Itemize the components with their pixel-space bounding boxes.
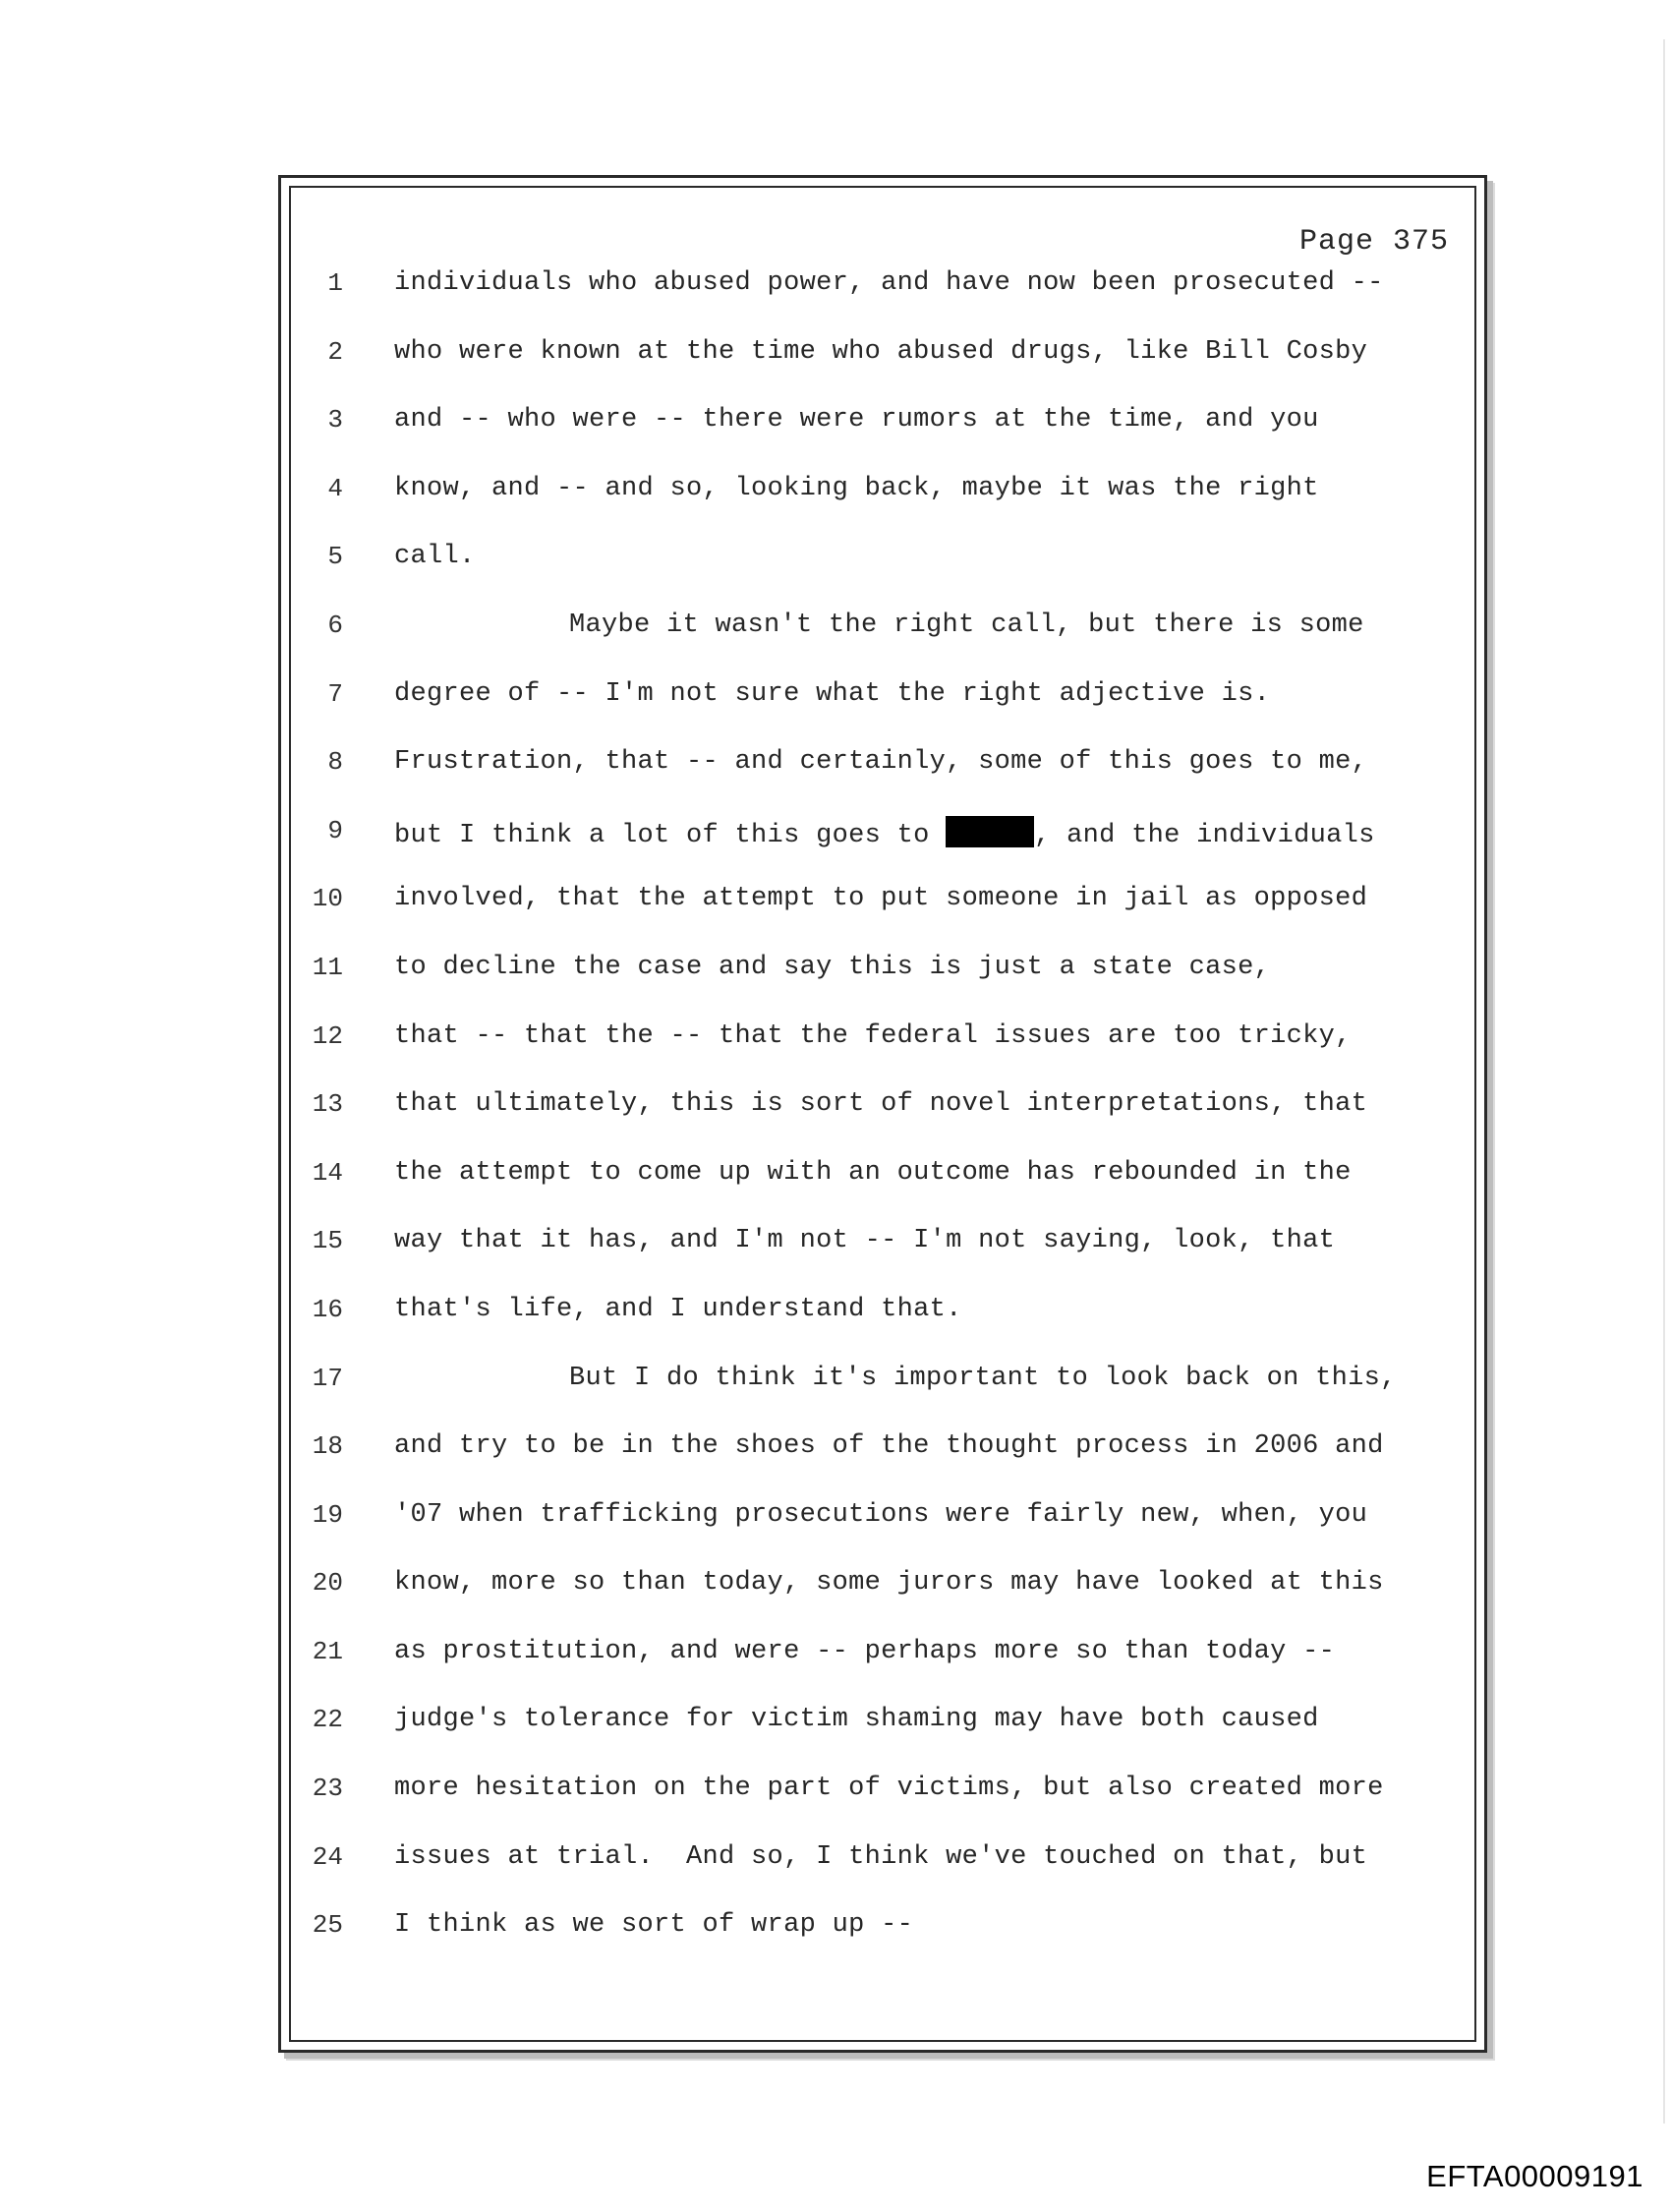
line-number: 13 bbox=[312, 1089, 343, 1120]
transcript-line bbox=[281, 1427, 1484, 1496]
line-text: call. bbox=[394, 542, 476, 572]
line-text-after-redaction: , and the individuals bbox=[1034, 820, 1375, 850]
line-text: '07 when trafficking prosecutions were fairly new, when, you bbox=[394, 1499, 1368, 1530]
transcript-line bbox=[281, 401, 1484, 470]
page-edge bbox=[1663, 39, 1665, 2124]
line-text: But I do think it's important to look back on this, bbox=[569, 1363, 1397, 1393]
line-text-before-redaction: but I think a lot of this goes to bbox=[394, 820, 947, 850]
line-number: 12 bbox=[312, 1020, 343, 1051]
line-number: 15 bbox=[312, 1226, 343, 1256]
line-text: that ultimately, this is sort of novel interpretations, that bbox=[394, 1089, 1368, 1120]
transcript-line bbox=[281, 607, 1484, 675]
line-text: individuals who abused power, and have now been prosecuted -- bbox=[394, 268, 1384, 298]
line-number: 6 bbox=[327, 610, 343, 640]
line-text: who were known at the time who abused drugs, like Bill Cosby bbox=[394, 336, 1368, 367]
transcript-line bbox=[281, 1906, 1484, 1975]
line-text: judge's tolerance for victim shaming may have both caused bbox=[394, 1705, 1319, 1735]
transcript-line bbox=[281, 470, 1484, 539]
line-number: 7 bbox=[327, 678, 343, 709]
line-text: Maybe it wasn't the right call, but there is some bbox=[569, 610, 1364, 640]
transcript-line bbox=[281, 1770, 1484, 1838]
line-text: issues at trial. And so, I think we've touched on that, but bbox=[394, 1841, 1368, 1872]
line-text: know, more so than today, some jurors may have looked at this bbox=[394, 1568, 1384, 1599]
line-number: 17 bbox=[312, 1363, 343, 1393]
transcript-line bbox=[281, 1154, 1484, 1223]
transcript-line bbox=[281, 1291, 1484, 1360]
line-text: know, and -- and so, looking back, maybe it was the right bbox=[394, 473, 1319, 503]
transcript-line bbox=[281, 1018, 1484, 1086]
line-number: 4 bbox=[327, 473, 343, 503]
line-number: 10 bbox=[312, 884, 343, 914]
line-number: 3 bbox=[327, 405, 343, 436]
line-text: Frustration, that -- and certainly, some of this goes to me, bbox=[394, 747, 1368, 778]
line-number: 23 bbox=[312, 1774, 343, 1804]
transcript-line bbox=[281, 1838, 1484, 1907]
redaction-block bbox=[946, 816, 1034, 847]
document-id: EFTA00009191 bbox=[1426, 2159, 1643, 2193]
transcript-line bbox=[281, 1360, 1484, 1428]
line-number: 1 bbox=[327, 268, 343, 298]
transcript-line bbox=[281, 1701, 1484, 1770]
page-number: Page 375 bbox=[1298, 225, 1449, 259]
line-number: 22 bbox=[312, 1705, 343, 1735]
line-text bbox=[394, 816, 1375, 850]
line-number: 5 bbox=[327, 542, 343, 572]
line-number: 19 bbox=[312, 1499, 343, 1530]
line-text: the attempt to come up with an outcome has rebounded in the bbox=[394, 1157, 1352, 1188]
transcript-line bbox=[281, 880, 1484, 949]
line-number: 14 bbox=[312, 1157, 343, 1188]
transcript-line bbox=[281, 264, 1484, 333]
line-text: way that it has, and I'm not -- I'm not saying, look, that bbox=[394, 1226, 1336, 1256]
transcript-line bbox=[281, 1496, 1484, 1565]
transcript-line bbox=[281, 1564, 1484, 1633]
line-number: 18 bbox=[312, 1431, 343, 1462]
line-text: degree of -- I'm not sure what the right adjective is. bbox=[394, 678, 1271, 709]
line-text: and -- who were -- there were rumors at the time, and you bbox=[394, 405, 1319, 436]
line-text: I think as we sort of wrap up -- bbox=[394, 1910, 914, 1941]
line-number: 11 bbox=[312, 952, 343, 982]
line-number: 25 bbox=[312, 1910, 343, 1941]
line-text: to decline the case and say this is just a state case, bbox=[394, 952, 1271, 982]
transcript-line bbox=[281, 333, 1484, 402]
line-number: 20 bbox=[312, 1568, 343, 1599]
line-text: involved, that the attempt to put someone in jail as opposed bbox=[394, 884, 1368, 914]
line-text: and try to be in the shoes of the thought process in 2006 and bbox=[394, 1431, 1384, 1462]
line-number: 24 bbox=[312, 1841, 343, 1872]
transcript-line bbox=[281, 1633, 1484, 1702]
line-number: 8 bbox=[327, 747, 343, 778]
line-number: 16 bbox=[312, 1294, 343, 1324]
line-number: 9 bbox=[327, 815, 343, 845]
transcript-line bbox=[281, 812, 1484, 881]
transcript-page-frame bbox=[278, 175, 1487, 2053]
line-text: that -- that the -- that the federal issues are too tricky, bbox=[394, 1020, 1352, 1051]
transcript-line bbox=[281, 538, 1484, 607]
transcript-line bbox=[281, 1222, 1484, 1291]
transcript-line bbox=[281, 1085, 1484, 1154]
transcript-line bbox=[281, 743, 1484, 812]
line-number: 2 bbox=[327, 336, 343, 367]
line-text: more hesitation on the part of victims, but also created more bbox=[394, 1774, 1384, 1804]
line-number: 21 bbox=[312, 1636, 343, 1666]
transcript-lines bbox=[281, 264, 1484, 1975]
line-text: as prostitution, and were -- perhaps more so than today -- bbox=[394, 1636, 1336, 1666]
line-text: that's life, and I understand that. bbox=[394, 1294, 962, 1324]
transcript-line bbox=[281, 949, 1484, 1018]
transcript-line bbox=[281, 675, 1484, 744]
